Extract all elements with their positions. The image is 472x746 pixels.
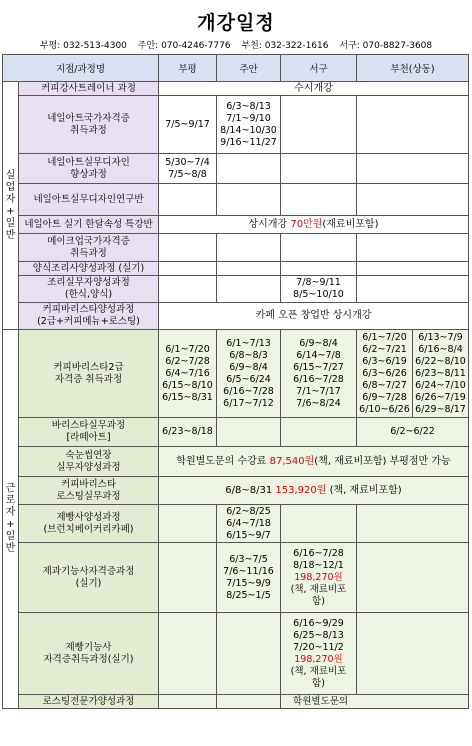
date-bucheon — [357, 543, 469, 613]
phone-bucheon: 부천: 032-322-1616 — [241, 41, 329, 51]
price-text: 198,270원 — [294, 571, 343, 583]
date-bupyeong — [159, 262, 217, 276]
header-bupyeong: 부평 — [159, 55, 217, 82]
date-bucheon — [357, 613, 469, 695]
course-name: 커피강사트레이너 과정 — [19, 82, 159, 96]
date-bucheon-a: 6/1~7/20 6/2~7/21 6/3~6/19 6/3~6/26 6/8~7/27 6/9~7/28 6/10~6/26 — [357, 330, 413, 418]
date-bucheon — [357, 96, 469, 154]
course-name: 커피바리스타2급 자격증 취득과정 — [19, 330, 159, 418]
date-seogu — [281, 262, 357, 276]
date-juan — [217, 695, 281, 709]
group-label-b: 근 로 자 + 일 반 — [3, 330, 19, 709]
schedule-table — [2, 54, 469, 709]
date-bupyeong — [159, 613, 217, 695]
date-juan: 6/2~8/25 6/4~7/18 6/15~9/7 — [217, 505, 281, 543]
date-seogu: 6/9~8/4 6/14~7/8 6/15~7/27 6/16~7/28 7/1~7/17 7/6~8/24 — [281, 330, 357, 418]
table-row — [3, 303, 469, 330]
table-row — [3, 154, 469, 184]
date-juan: 6/3~8/13 7/1~9/10 8/14~10/30 9/16~11/27 — [217, 96, 281, 154]
table-row — [3, 234, 469, 262]
group-label-a: 실 업 자 + 일 반 — [3, 82, 19, 330]
page-title: 개강일정 — [197, 12, 275, 34]
table-row — [3, 447, 469, 477]
header-seogu: 서구 — [281, 55, 357, 82]
date-seogu: 7/8~9/11 8/5~10/10 — [281, 276, 357, 303]
schedule-note: 학원별도문의 — [281, 695, 469, 709]
course-name: 로스팅전문가양성과정 — [19, 695, 159, 709]
course-name: 메이크업국가자격증 취득과정 — [19, 234, 159, 262]
date-bupyeong: 6/23~8/18 — [159, 418, 217, 447]
table-row — [3, 505, 469, 543]
date-seogu — [281, 418, 357, 447]
course-name: 양식조리사양성과정 (실기) — [19, 262, 159, 276]
phone-juan: 주안: 070-4246-7776 — [137, 41, 231, 51]
price-text: 198,270원 — [294, 653, 343, 665]
course-name: 제과기능사자격증과정 (실기) — [19, 543, 159, 613]
date-juan — [217, 276, 281, 303]
date-seogu: 6/16~7/28 8/18~12/1 198,270원 (책, 재료비포 함) — [281, 543, 357, 613]
date-bucheon — [357, 184, 469, 216]
table-row — [3, 276, 469, 303]
date-juan: 6/3~7/5 7/6~11/16 7/15~9/9 8/25~1/5 — [217, 543, 281, 613]
date-bucheon — [357, 234, 469, 262]
date-bupyeong: 6/1~7/20 6/2~7/28 6/4~7/16 6/15~8/10 6/15~8/31 — [159, 330, 217, 418]
schedule-note: 학원별도문의 수강료 87,540원(책, 재료비포함) 부평점만 가능 — [159, 447, 469, 477]
date-bucheon-b: 6/13~7/9 6/16~8/4 6/22~8/10 6/23~8/11 6/24~7/10 6/26~7/19 6/29~8/17 — [413, 330, 469, 418]
table-row — [3, 330, 469, 418]
header-bucheon: 부천(상동) — [357, 55, 469, 82]
phone-bupyeong: 부평: 032-513-4300 — [39, 41, 127, 51]
table-row — [3, 613, 469, 695]
date-seogu — [281, 184, 357, 216]
header-juan: 주안 — [217, 55, 281, 82]
header-row — [3, 55, 469, 82]
course-name: 네일아트 실기 한달속성 특강반 — [19, 216, 159, 234]
course-name: 커피바리스타양성과정 (2급+커피메뉴+로스팅) — [19, 303, 159, 330]
date-bucheon — [357, 262, 469, 276]
date-bucheon — [357, 276, 469, 303]
branch-phone-bar — [0, 38, 472, 54]
date-seogu: 6/16~9/29 6/25~8/13 7/20~11/2 198,270원 (책, 재료비포 함) — [281, 613, 357, 695]
date-bupyeong — [159, 543, 217, 613]
date-juan — [217, 184, 281, 216]
schedule-note: 수시개강 — [159, 82, 469, 96]
date-seogu — [281, 154, 357, 184]
price-text: 70만원 — [290, 218, 323, 230]
table-row — [3, 82, 469, 96]
table-row — [3, 543, 469, 613]
course-name: 조리실무자양성과정 (한식,양식) — [19, 276, 159, 303]
date-juan — [217, 234, 281, 262]
table-row — [3, 216, 469, 234]
date-bupyeong — [159, 234, 217, 262]
date-seogu — [281, 234, 357, 262]
date-juan — [217, 418, 281, 447]
course-name: 제빵사양성과정 (브런치베이커리카페) — [19, 505, 159, 543]
schedule-note: 6/8~8/31 153,920원 (책, 재료비포함) — [159, 477, 469, 505]
date-bupyeong — [159, 184, 217, 216]
course-name: 커피바리스타 로스팅실무과정 — [19, 477, 159, 505]
course-name: 네일아트실무디자인 향상과정 — [19, 154, 159, 184]
date-juan — [217, 262, 281, 276]
schedule-note: 상시개강 70만원(재료비포함) — [159, 216, 469, 234]
course-name: 네일아트실무디자인연구반 — [19, 184, 159, 216]
date-seogu — [281, 505, 357, 543]
date-seogu — [281, 96, 357, 154]
date-juan: 6/1~7/13 6/8~8/3 6/9~8/4 6/5~6/24 6/16~7/28 6/17~7/12 — [217, 330, 281, 418]
table-row — [3, 477, 469, 505]
date-bupyeong: 7/5~9/17 — [159, 96, 217, 154]
date-juan — [217, 154, 281, 184]
date-bupyeong — [159, 505, 217, 543]
table-row — [3, 418, 469, 447]
course-name: 숙눈썹연장 실무자양성과정 — [19, 447, 159, 477]
schedule-note: 카페 오픈 창업반 상시개강 — [159, 303, 469, 330]
price-text: 87,540원 — [269, 455, 315, 467]
date-bucheon — [357, 154, 469, 184]
header-course: 지점/과정명 — [3, 55, 159, 82]
date-bupyeong: 5/30~7/4 7/5~8/8 — [159, 154, 217, 184]
course-name: 바리스타실무과정 [라떼아트] — [19, 418, 159, 447]
date-bupyeong — [159, 695, 217, 709]
date-bucheon — [357, 505, 469, 543]
course-name: 제빵기능사 자격증취득과정(실기) — [19, 613, 159, 695]
date-bucheon: 6/2~6/22 — [357, 418, 469, 447]
price-text: 153,920원 — [275, 484, 327, 496]
phone-seogu: 서구: 070-8827-3608 — [339, 41, 433, 51]
course-name: 네일아트국가자격증 취득과정 — [19, 96, 159, 154]
table-row — [3, 96, 469, 154]
table-row — [3, 695, 469, 709]
date-bupyeong — [159, 276, 217, 303]
table-row — [3, 184, 469, 216]
table-row — [3, 262, 469, 276]
date-juan — [217, 613, 281, 695]
